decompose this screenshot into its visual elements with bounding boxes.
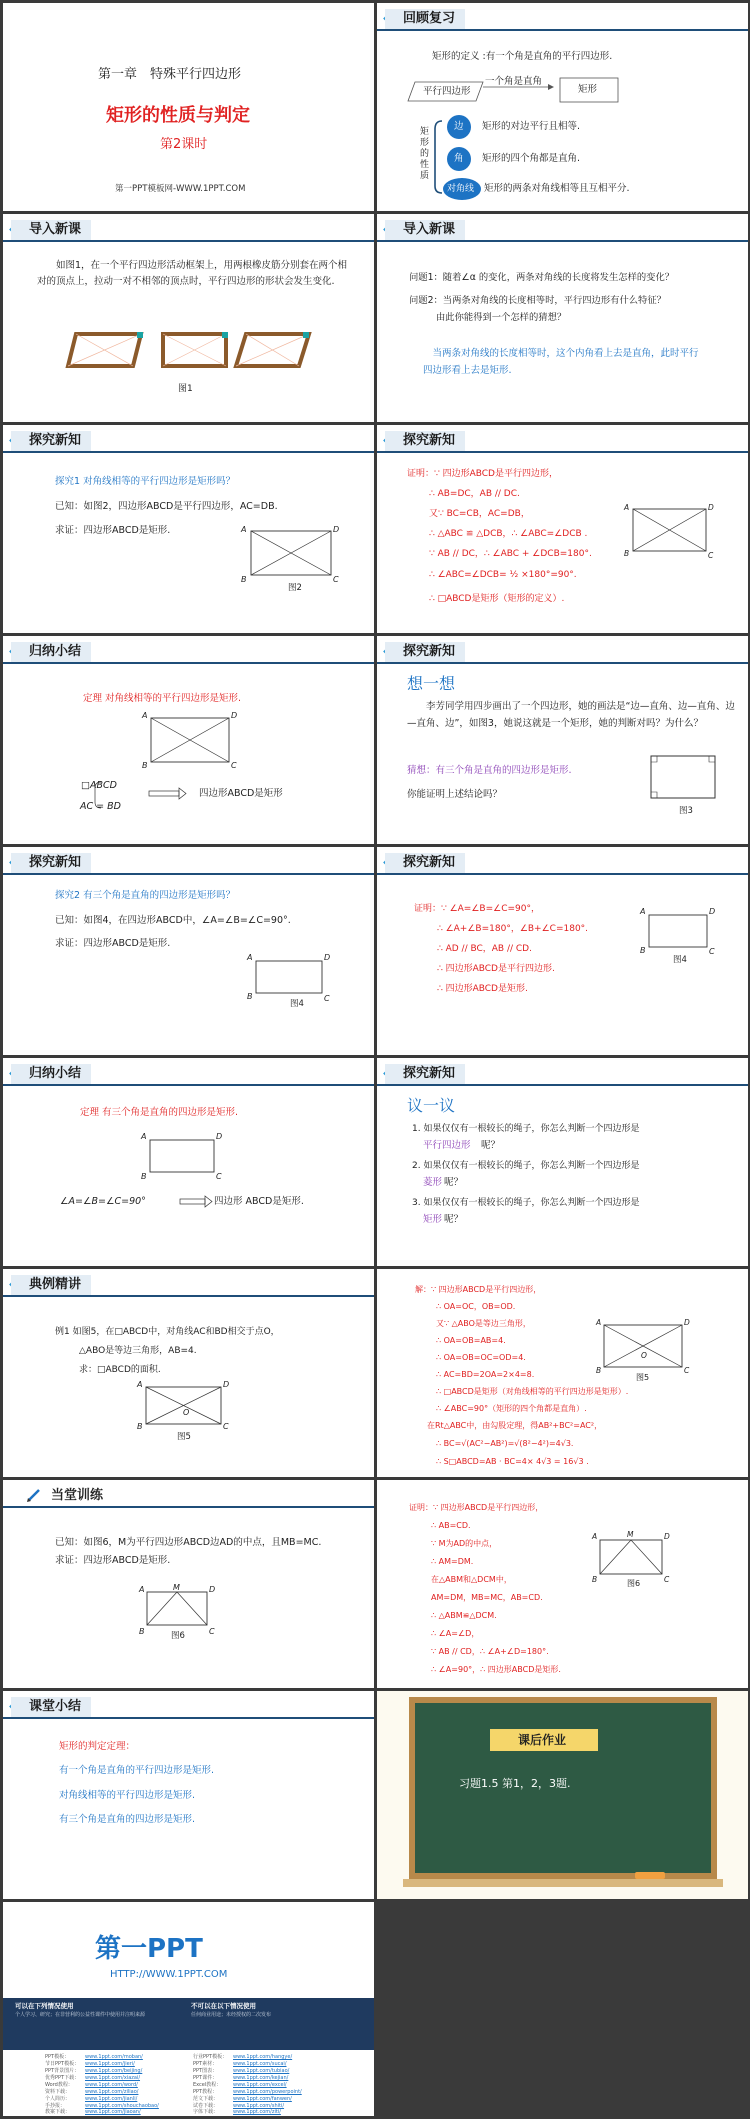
figure-caption: 图4 xyxy=(673,955,687,965)
link-url[interactable]: www.1ppt.com/xiazai/ xyxy=(85,2075,141,2081)
box-parallelogram: 平行四边形 xyxy=(423,86,471,97)
link-url[interactable]: www.1ppt.com/ziti/ xyxy=(233,2109,281,2115)
header-label: 归纳小结 xyxy=(11,642,91,662)
example-line-1: 例1 如图5，在□ABCD中，对角线AC和BD相交于点O， xyxy=(55,1327,280,1337)
vertex-b: B xyxy=(137,1422,143,1431)
vertex-b: B xyxy=(592,1575,598,1584)
to-prove: 求证：四边形ABCD是矩形. xyxy=(55,525,171,536)
figure-4-rectangle xyxy=(3,847,374,1055)
figure-2-rectangle xyxy=(3,425,374,633)
link-label: 范文下载： xyxy=(193,2096,219,2102)
vertex-a: A xyxy=(139,1585,145,1594)
link-label: 教案下载： xyxy=(45,2109,71,2115)
theorem-figure xyxy=(3,636,374,844)
proof-line-5: ∴ 四边形ABCD是矩形. xyxy=(437,984,528,994)
vertex-a: A xyxy=(141,1132,147,1141)
to-prove: 求证：四边形ABCD是矩形. xyxy=(55,938,171,949)
link-url[interactable]: www.1ppt.com/ziliao/ xyxy=(85,2089,139,2095)
vertex-b: B xyxy=(624,549,630,558)
vertex-a: A xyxy=(624,503,630,512)
header-label: 导入新课 xyxy=(385,220,465,240)
answer-text: 当两条对角线的长度相等时，这个内角看上去是直角，此时平行四边形看上去是矩形. xyxy=(423,348,699,376)
solution-line-11: ∴ S□ABCD=AB · BC=4× 4√3 = 16√3 . xyxy=(436,1457,589,1466)
vertex-b: B xyxy=(241,575,247,584)
vertex-a: A xyxy=(241,525,247,534)
vertex-b: B xyxy=(247,992,253,1001)
proof-line-4: ∴ 四边形ABCD是平行四边形. xyxy=(437,964,555,974)
proof-line-1: 证明：∵ ∠A=∠B=∠C=90°， xyxy=(414,904,540,914)
link-label: 手抄报： xyxy=(45,2103,66,2109)
vertex-c: C xyxy=(216,1172,222,1181)
vertex-o: O xyxy=(641,1351,647,1360)
link-url[interactable]: www.1ppt.com/hangye/ xyxy=(233,2054,293,2060)
proof-line-1: 证明：∵ 四边形ABCD是平行四边形， xyxy=(409,1503,544,1512)
usage-allowed-text: 个人学习、研究；在非营利的公益性课件中使用并注明来源 xyxy=(15,2012,146,2018)
figure-6-rectangle xyxy=(3,1480,374,1688)
slide-header xyxy=(377,1064,748,1086)
slide-16-practice-proof xyxy=(377,1480,748,1688)
proof-line-2: ∴ AB=CD. xyxy=(431,1521,471,1530)
vertex-d: D xyxy=(324,953,331,962)
proof-line-5: 在△ABM和△DCM中， xyxy=(431,1575,512,1584)
link-url[interactable]: www.1ppt.com/jianli/ xyxy=(85,2096,138,2102)
question-1: 问题1：随着∠α 的变化，两条对角线的长度将发生怎样的变化？ xyxy=(409,272,675,283)
header-label: 探究新知 xyxy=(11,431,91,451)
prop-text-diagonal: 矩形的两条对角线相等且互相平分. xyxy=(484,183,630,194)
proof-line-3: 又∵ BC=CB，AC=DB， xyxy=(429,509,530,519)
link-label: PPT模板： xyxy=(45,2054,70,2060)
theorem-result: 四边形ABCD是矩形 xyxy=(199,788,283,799)
vertex-d: D xyxy=(333,525,340,534)
link-url[interactable]: www.1ppt.com/moban/ xyxy=(85,2054,143,2060)
link-url[interactable]: www.1ppt.com/word/ xyxy=(85,2082,138,2088)
link-url[interactable]: www.1ppt.com/shouchaobao/ xyxy=(85,2103,159,2109)
vertex-b: B xyxy=(640,946,646,955)
slide-4-questions xyxy=(377,214,748,422)
slide-15-practice xyxy=(3,1480,374,1688)
example-line-2: △ABO是等边三角形，AB=4. xyxy=(79,1346,197,1356)
prop-text-angle: 矩形的四个角都是直角. xyxy=(482,153,581,164)
discuss-3-shape: 矩形 xyxy=(423,1214,443,1225)
prop-text-side: 矩形的对边平行且相等. xyxy=(482,121,581,132)
slide-1-title xyxy=(3,3,374,211)
proof-line-7: ∴ △ABM≌△DCM. xyxy=(431,1611,497,1620)
figure-6-rectangle xyxy=(377,1480,748,1688)
link-url[interactable]: www.1ppt.com/powerpoint/ xyxy=(233,2089,302,2095)
figure-4-rectangle xyxy=(377,847,748,1055)
vertex-d: D xyxy=(664,1532,670,1541)
question-2-followup: 由此你能得到一个怎样的猜想？ xyxy=(436,312,567,323)
link-url[interactable]: www.1ppt.com/sucai/ xyxy=(233,2061,287,2067)
slide-18-homework xyxy=(377,1691,748,1899)
solution-line-2: ∴ OA=OC，OB=OD. xyxy=(436,1302,516,1311)
link-url[interactable]: www.1ppt.com/jieri/ xyxy=(85,2061,135,2067)
solution-line-10: ∴ BC=√(AC²−AB²)=√(8²−4²)=4√3. xyxy=(436,1439,574,1448)
link-label: PPT教程： xyxy=(193,2089,218,2095)
vertex-c: C xyxy=(333,575,339,584)
brand-url: HTTP://WWW.1PPT.COM xyxy=(110,1969,228,1980)
slide-9-explore-2 xyxy=(3,847,374,1055)
lesson-number: 第2课时 xyxy=(160,137,208,152)
discuss-2-shape: 菱形 xyxy=(423,1177,443,1188)
header-label: 课堂小结 xyxy=(11,1697,91,1717)
header-label: 典例精讲 xyxy=(11,1275,91,1295)
vertex-a: A xyxy=(596,1318,602,1327)
lesson-title: 矩形的性质与判定 xyxy=(106,105,250,126)
link-url[interactable]: www.1ppt.com/fanwen/ xyxy=(233,2096,292,2102)
vertex-d: D xyxy=(209,1585,216,1594)
usage-denied-text: 任何商业用途；未经授权的二次发布 xyxy=(191,2012,272,2018)
discuss-3-end: 呢？ xyxy=(444,1214,464,1225)
given-statement: 已知：如图2，四边形ABCD是平行四边形，AC=DB. xyxy=(55,501,278,512)
explore-question: 探究1 对角线相等的平行四边形是矩形吗？ xyxy=(55,476,236,487)
proof-line-6: AM=DM，MB=MC，AB=CD. xyxy=(431,1593,543,1602)
vertex-b: B xyxy=(141,1172,147,1181)
figure-caption: 图4 xyxy=(290,999,304,1009)
link-url[interactable]: www.1ppt.com/kejian/ xyxy=(233,2075,289,2081)
proof-line-9: ∵ AB // CD，∴ ∠A+∠D=180°. xyxy=(431,1647,549,1656)
discuss-2-end: 呢？ xyxy=(444,1177,464,1188)
theorem: 定理 有三个角是直角的四边形是矩形. xyxy=(80,1107,239,1118)
slide-13-example xyxy=(3,1269,374,1477)
link-label: 字体下载： xyxy=(193,2109,219,2115)
condition-parallelogram: □ABCD xyxy=(81,780,117,791)
proof-line-8: ∴ ∠A=∠D， xyxy=(431,1629,480,1638)
proof-line-5: ∵ AB // DC，∴ ∠ABC + ∠DCB=180°. xyxy=(429,549,592,559)
to-prove: 求证：四边形ABCD是矩形. xyxy=(55,1555,171,1566)
solution-line-1: 解：∵ 四边形ABCD是平行四边形， xyxy=(415,1285,542,1294)
vertex-a: A xyxy=(137,1380,143,1389)
solution-line-6: ∴ AC=BD=2OA=2×4=8. xyxy=(436,1370,535,1379)
proof-line-2: ∴ AB=DC，AB // DC. xyxy=(429,489,520,499)
vertex-o: O xyxy=(183,1408,190,1417)
vertex-d: D xyxy=(223,1380,230,1389)
example-line-3: 求：□ABCD的面积. xyxy=(79,1365,161,1375)
slide-header xyxy=(377,220,748,242)
discuss-1-shape: 平行四边形 xyxy=(423,1140,471,1151)
link-label: PPT素材： xyxy=(193,2061,218,2067)
vertex-b: B xyxy=(139,1627,145,1636)
chalkboard xyxy=(377,1691,748,1899)
link-url[interactable]: www.1ppt.com/tubiao/ xyxy=(233,2068,290,2074)
link-label: 节日PPT模板： xyxy=(45,2061,80,2067)
slide-14-solution xyxy=(377,1269,748,1477)
vertex-c: C xyxy=(223,1422,229,1431)
vertex-a: A xyxy=(640,907,646,916)
slide-2-review xyxy=(377,3,748,211)
proof-line-6: ∴ ∠ABC=∠DCB= ½ ×180°=90°. xyxy=(429,570,577,580)
header-label: 回顾复习 xyxy=(385,9,465,29)
slide-header xyxy=(3,1697,374,1719)
proof-line-3: ∴ AD // BC，AB // CD. xyxy=(437,944,532,954)
intro-paragraph: 如图1，在一个平行四边形活动框架上，用两根橡皮筋分别套在两个相对的顶点上，拉动一对不相邻的顶点时，平行四边形的形状会发生变化. xyxy=(37,260,348,287)
box-rectangle: 矩形 xyxy=(578,84,598,95)
link-label: 资料下载： xyxy=(45,2089,71,2095)
proof-line-2: ∴ ∠A+∠B=180°，∠B+∠C=180°. xyxy=(437,924,589,934)
header-label: 探究新知 xyxy=(385,431,465,451)
link-url[interactable]: www.1ppt.com/jiaoan/ xyxy=(85,2109,141,2115)
link-url[interactable]: www.1ppt.com/excel/ xyxy=(233,2082,287,2088)
question-2: 问题2：当两条对角线的长度相等时，平行四边形有什么特征？ xyxy=(409,295,666,306)
vertex-d: D xyxy=(231,711,238,720)
proof-line-3: ∵ M为AD的中点， xyxy=(431,1539,498,1548)
vertex-d: D xyxy=(708,503,714,512)
subtitle: 想一想 xyxy=(407,674,456,693)
slide-3-intro xyxy=(3,214,374,422)
vertex-c: C xyxy=(324,994,330,1003)
slide-5-explore-1 xyxy=(3,425,374,633)
slide-6-proof-1 xyxy=(377,425,748,633)
slide-17-class-summary xyxy=(3,1691,374,1899)
link-url[interactable]: www.1ppt.com/shiti/ xyxy=(233,2103,285,2109)
figure-caption: 图6 xyxy=(171,1631,185,1641)
vertex-c: C xyxy=(209,1627,215,1636)
rect-definition: 矩形的定义 :有一个角是直角的平行四边形. xyxy=(432,51,613,62)
vertex-d: D xyxy=(709,907,716,916)
figure-caption: 图2 xyxy=(288,583,302,593)
solution-line-9: 在Rt△ABC中，由勾股定理，得AB²+BC²=AC²， xyxy=(427,1421,603,1430)
link-label: PPT图表： xyxy=(193,2068,218,2074)
slide-19-credits xyxy=(3,1902,374,2116)
figure-caption: 图1 xyxy=(178,384,193,394)
header-label: 当堂训练 xyxy=(51,1488,104,1503)
solution-line-5: ∴ OA=OB=OC=OD=4. xyxy=(436,1353,526,1362)
figure-caption: 图5 xyxy=(177,1432,191,1442)
header-label: 探究新知 xyxy=(385,642,465,662)
vertex-c: C xyxy=(231,761,237,770)
figure-5-rectangle xyxy=(3,1269,374,1477)
vertex-d: D xyxy=(684,1318,690,1327)
prompt: 你能证明上述结论吗？ xyxy=(407,789,503,800)
figure-2-rectangle xyxy=(377,425,748,633)
vertex-d: D xyxy=(216,1132,223,1141)
solution-line-3: 又∵ △ABO是等边三角形， xyxy=(436,1319,531,1328)
figure-caption: 图5 xyxy=(636,1373,650,1382)
link-label: PPT课件： xyxy=(193,2075,218,2081)
link-label: 优秀PPT下载： xyxy=(45,2075,80,2081)
link-label: Word教程： xyxy=(45,2082,73,2088)
arrow-label: 一个角是直角 xyxy=(485,76,543,87)
homework-title: 课后作业 xyxy=(518,1733,567,1747)
vertex-c: C xyxy=(708,551,714,560)
vertex-a: A xyxy=(247,953,253,962)
slide-8-think xyxy=(377,636,748,844)
link-label: Excel教程： xyxy=(193,2082,222,2088)
header-label: 归纳小结 xyxy=(11,1064,91,1084)
summary-item-2: 对角线相等的平行四边形是矩形. xyxy=(59,1790,196,1801)
question-paragraph: 李芳同学用四步画出了一个四边形，她的画法是“边—直角、边—直角、边—直角、边”，如图3，她说这就是一个矩形，她的判断对吗？为什么？ xyxy=(407,701,735,729)
summary-item-3: 有三个角是直角的四边形是矩形. xyxy=(59,1814,196,1825)
vertex-m: M xyxy=(627,1530,634,1539)
figure-caption: 图3 xyxy=(679,806,693,816)
given-statement: 已知：如图4，在四边形ABCD中，∠A=∠B=∠C=90°. xyxy=(55,915,291,926)
header-label: 探究新知 xyxy=(11,853,91,873)
site-credit: 第一PPT模板网-WWW.1PPT.COM xyxy=(115,184,246,194)
conjecture: 猜想：有三个角是直角的四边形是矩形. xyxy=(407,765,572,776)
proof-line-4: ∴ △ABC ≌ △DCB，∴ ∠ABC=∠DCB . xyxy=(429,529,588,539)
slide-11-summary-2 xyxy=(3,1058,374,1266)
discuss-3: 3. 如果仅仅有一根较长的绳子，你怎么判断一个四边形是 xyxy=(412,1198,640,1208)
subtitle: 议一议 xyxy=(407,1096,456,1115)
condition-diagonals: AC = BD xyxy=(80,801,121,812)
prop-tag-diagonal: 对角线 xyxy=(447,184,475,194)
vertex-c: C xyxy=(709,947,715,956)
chapter-title: 第一章 特殊平行四边形 xyxy=(98,67,242,82)
proof-line-1: 证明：∵ 四边形ABCD是平行四边形， xyxy=(407,469,558,479)
proof-line-10: ∴ ∠A=90°，∴ 四边形ABCD是矩形. xyxy=(431,1665,561,1674)
definition-flow-diagram xyxy=(377,3,748,211)
header-label: 探究新知 xyxy=(385,853,465,873)
discuss-1: 1. 如果仅仅有一根较长的绳子，你怎么判断一个四边形是 xyxy=(412,1124,640,1134)
slide-10-proof-2 xyxy=(377,847,748,1055)
discuss-2: 2. 如果仅仅有一根较长的绳子，你怎么判断一个四边形是 xyxy=(412,1161,640,1171)
slide-7-summary-1 xyxy=(3,636,374,844)
link-label: 行业PPT模板： xyxy=(193,2054,228,2060)
theorem-result: 四边形 ABCD是矩形. xyxy=(214,1196,304,1207)
summary-title: 矩形的判定定理： xyxy=(59,1741,136,1752)
link-label: 个人简历： xyxy=(45,2096,71,2102)
given-statement: 已知：如图6，M为平行四边形ABCD边AD的中点，且MB=MC. xyxy=(55,1537,322,1548)
header-label: 导入新课 xyxy=(11,220,91,240)
link-url[interactable]: www.1ppt.com/beijing/ xyxy=(85,2068,143,2074)
usage-denied-heading: 不可以在以下情况使用 xyxy=(191,2002,256,2010)
figure-5-rectangle xyxy=(377,1269,748,1477)
link-label: 试卷下载： xyxy=(193,2103,219,2109)
homework-text: 习题1.5 第1，2，3题. xyxy=(459,1777,571,1790)
brand-logo: 第一PPT xyxy=(95,1934,203,1964)
proof-line-4: ∴ AM=DM. xyxy=(431,1557,474,1566)
slide-12-discuss xyxy=(377,1058,748,1266)
prop-tag-side: 边 xyxy=(454,121,464,132)
property-label: 矩形的性质 xyxy=(420,127,430,181)
vertex-c: C xyxy=(664,1575,670,1584)
figure-caption: 图6 xyxy=(627,1579,641,1588)
vertex-a: A xyxy=(142,711,148,720)
solution-line-8: ∴ ∠ABC=90°（矩形的四个角都是直角）. xyxy=(436,1404,587,1413)
vertex-b: B xyxy=(596,1366,602,1375)
vertex-b: B xyxy=(142,761,148,770)
vertex-a: A xyxy=(592,1532,598,1541)
explore-question: 探究2 有三个角是直角的四边形是矩形吗？ xyxy=(55,890,236,901)
theorem-figure xyxy=(3,1058,374,1266)
proof-line-7: ∴ □ABCD是矩形（矩形的定义）. xyxy=(429,594,565,604)
theorem: 定理 对角线相等的平行四边形是矩形. xyxy=(83,693,242,704)
condition-angles: ∠A=∠B=∠C=90° xyxy=(60,1196,146,1207)
discuss-1-end: 呢？ xyxy=(481,1140,501,1151)
link-label: PPT背景图片： xyxy=(45,2068,80,2074)
solution-line-7: ∴ □ABCD是矩形（对角线相等的平行四边形是矩形）. xyxy=(436,1387,629,1396)
prop-tag-angle: 角 xyxy=(454,153,464,164)
solution-line-4: ∴ OA=OB=AB=4. xyxy=(436,1336,506,1345)
usage-allowed-heading: 可以在下列情况使用 xyxy=(15,2002,74,2010)
vertex-c: C xyxy=(684,1366,690,1375)
summary-item-1: 有一个角是直角的平行四边形是矩形. xyxy=(59,1765,215,1776)
header-label: 探究新知 xyxy=(385,1064,465,1084)
vertex-m: M xyxy=(173,1583,180,1592)
